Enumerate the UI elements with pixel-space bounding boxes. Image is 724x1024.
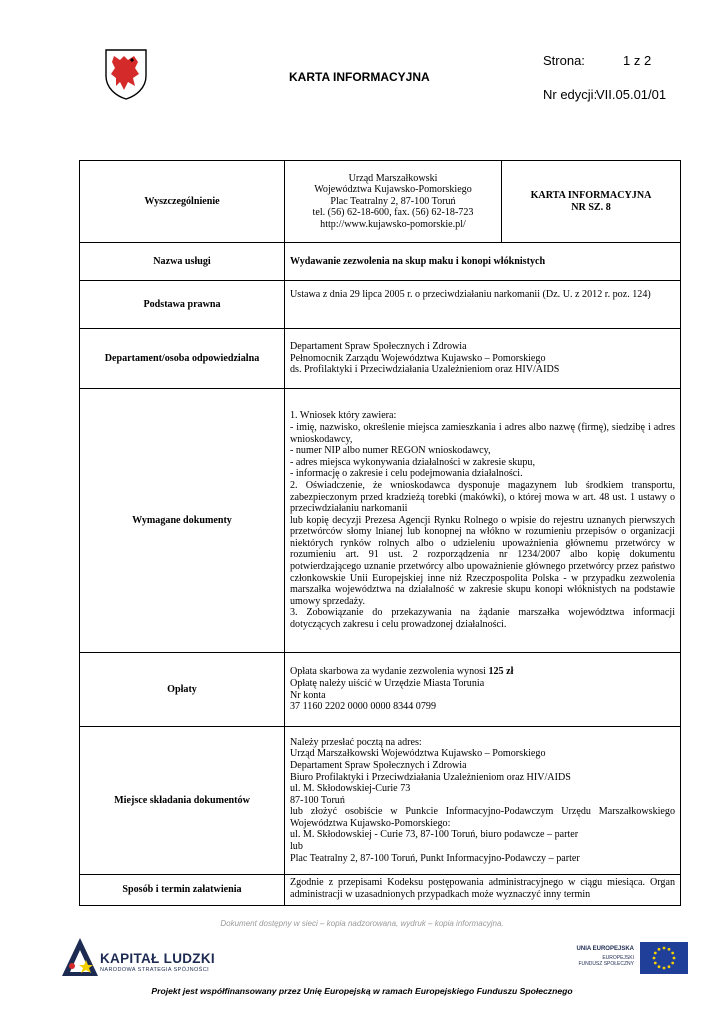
doc-line: 2. Oświadczenie, że wnioskodawca dysponuje magazynem lub środkiem transportu, zabezpieczonym przed kradzieżą torebki (makówki), o której mowa w art. 48 ust. 1 ustawy o przeciwdziałaniu narkomanii <box>290 479 675 515</box>
row-label-method-deadline: Sposób i termin załatwienia <box>80 875 285 906</box>
row-label-legal-basis: Podstawa prawna <box>80 281 285 329</box>
fee-text: Opłata skarbowa za wydanie zezwolenia wynosi <box>290 666 489 678</box>
kl-title: KAPITAŁ LUDZKI <box>100 951 215 966</box>
doc-line: - adres miejsca wykonywania działalności w zakresie skupu, <box>290 456 535 468</box>
table-row <box>80 161 681 243</box>
table-row <box>80 389 681 653</box>
row-label-submission-place: Miejsce składania dokumentów <box>80 727 285 875</box>
info-table <box>79 160 681 906</box>
fee-payment-info: Opłatę należy uiścić w Urzędzie Miasta Torunia Nr konta 37 1160 2202 0000 0000 8344 0799 <box>290 677 485 713</box>
card-number: KARTA INFORMACYJNA NR SZ. 8 <box>502 161 681 243</box>
kl-subtitle: NARODOWA STRATEGIA SPÓJNOŚCI <box>100 967 209 973</box>
eu-flag-icon <box>640 942 688 974</box>
table-row <box>80 281 681 329</box>
row-label-required-docs: Wymagane dokumenty <box>80 389 285 653</box>
department: Departament Spraw Społecznych i Zdrowia Pełnomocnik Zarządu Województwa Kujawsko – Pomorskiego ds. Profilaktyki i Przeciwdziałania Uzależnieniom oraz HIV/AIDS <box>285 329 681 389</box>
eu-name: UNIA EUROPEJSKA <box>576 946 634 952</box>
table-row <box>80 875 681 906</box>
row-label-specification: Wyszczególnienie <box>80 161 285 243</box>
page-number: 1 z 2 <box>623 53 652 68</box>
office-address: Urząd Marszałkowski Województwa Kujawsko-Pomorskiego Plac Teatralny 2, 87-100 Toruń tel. (56) 62-18-600, fax. (56) 62-18-723 http://www.kujawsko-pomorskie.pl/ <box>285 161 502 243</box>
edition-number: VII.05.01/01 <box>596 87 667 102</box>
doc-line: 1. Wniosek który zawiera: <box>290 410 397 422</box>
table-row <box>80 727 681 875</box>
doc-line: lub kopię decyzji Prezesa Agencji Rynku Rolnego o wpisie do rejestru uznanych pierwszych przetwórców słomy lnianej lub konopnej na włókno w rozumieniu przepisów o organizacji niektórych rynków rolnych albo o udzieleniu upoważnienia głównemu przetwórcy w rozumieniu art. 91 ust. 2 rozporządzenia nr 1234/2007 albo kopię dokumentu potwierdzającego uznanie przetwórcy albo upoważnienie głównego przetwórcy przez państwo członkowskie Unii Europejskiej inne niż Rzeczpospolita Polska - w przypadku zezwolenia marszałka województwa na działalność w zakresie skupu konopi włóknistych na podstawie umowy sprzedaży. <box>290 514 675 607</box>
doc-line: - numer NIP albo numer REGON wnioskodawcy, <box>290 445 491 457</box>
row-label-fees: Opłaty <box>80 653 285 727</box>
project-note: Projekt jest współfinansowany przez Unię Europejską w ramach Europejskiego Funduszu Społecznego <box>151 986 573 996</box>
eu-fund: EUROPEJSKI FUNDUSZ SPOŁECZNY <box>578 955 634 967</box>
required-documents <box>285 389 681 653</box>
submission-place: Należy przesłać pocztą na adres: Urząd Marszałkowski Województwa Kujawsko – Pomorskiego Departament Spraw Społecznych i Zdrowia Biuro Profilaktyki i Przeciwdziałania Uzależnieniom oraz HIV/AIDS ul. M. Skłodowskiej-Curie 73 87-100 Toruń lub złożyć osobiście w Punkcie Informacyjno-Podawczym Urzędu Marszałkowskiego Województwa Kujawsko-Pomorskiego: ul. M. Skłodowskiej - Curie 73, 87-100 Toruń, biuro podawcze – parter lub Plac Teatralny 2, 87-100 Toruń, Punkt Informacyjno-Podawczy – parter <box>285 727 681 875</box>
page-label: Strona: <box>543 53 585 68</box>
table-row <box>80 329 681 389</box>
fee-amount: 125 zł <box>488 666 514 678</box>
coat-of-arms-icon <box>102 48 150 100</box>
legal-basis: Ustawa z dnia 29 lipca 2005 r. o przeciwdziałaniu narkomanii (Dz. U. z 2012 r. poz. 124) <box>285 281 681 329</box>
disclaimer: Dokument dostępny w sieci – kopia nadzorowana, wydruk – kopia informacyjna. <box>220 919 504 928</box>
doc-line: - informację o zakresie i celu podejmowania działalności. <box>290 468 523 480</box>
service-name: Wydawanie zezwolenia na skup maku i konopi włóknistych <box>285 243 681 281</box>
method-deadline: Zgodnie z przepisami Kodeksu postępowania administracyjnego w ciągu miesiąca. Organ administracji w uzasadnionych przypadkach może wyznaczyć inny termin <box>285 875 681 906</box>
row-label-department: Departament/osoba odpowiedzialna <box>80 329 285 389</box>
fees <box>285 653 681 727</box>
kapital-ludzki-logo-icon <box>60 936 100 978</box>
doc-line: - imię, nazwisko, określenie miejsca zamieszkania i adres albo nazwę (firmę), siedzibę i adres wnioskodawcy, <box>290 421 675 445</box>
table-row <box>80 653 681 727</box>
table-row <box>80 243 681 281</box>
doc-line: 3. Zobowiązanie do przekazywania na żądanie marszałka województwa informacji dotyczących zakresu i celu prowadzonej działalności. <box>290 607 675 631</box>
edition-label: Nr edycji: <box>543 87 598 102</box>
document-title: KARTA INFORMACYJNA <box>289 70 430 84</box>
row-label-service: Nazwa usługi <box>80 243 285 281</box>
